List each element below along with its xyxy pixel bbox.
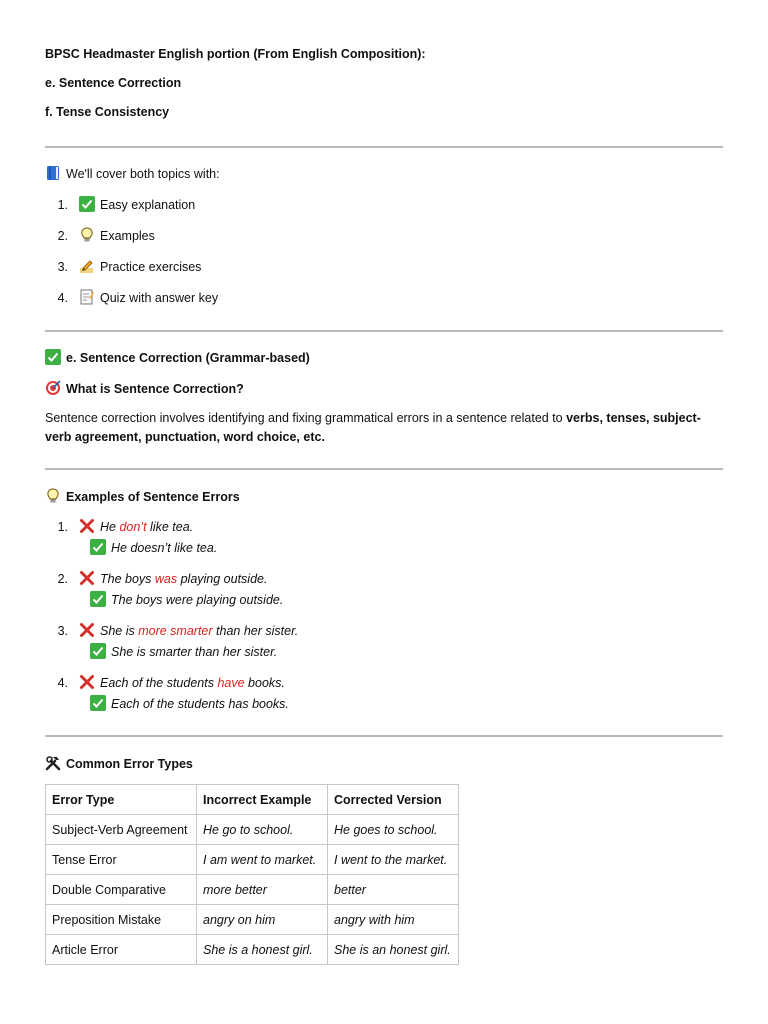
blue-book-icon [45,165,61,181]
cross-mark-icon [79,622,95,638]
list-item-label: Examples [100,229,155,243]
table-row [46,935,459,965]
check-mark-icon [90,695,106,711]
list-item [45,227,155,243]
sentence-text: The boys [100,572,155,586]
divider [45,735,723,737]
section-e-heading [45,349,310,365]
check-mark-icon [79,196,95,212]
check-mark-icon [45,349,61,365]
list-item-label: Easy explanation [100,198,196,212]
table-cell: better [328,875,459,905]
example-right [90,695,289,711]
example-wrong [45,622,298,638]
error-types-heading [45,755,193,771]
divider [45,330,723,332]
topic-f-heading: f. Tense Consistency [45,105,170,119]
table-cell: Double Comparative [46,875,197,905]
list-item [45,289,218,305]
error-types-heading-text: Common Error Types [66,757,193,771]
corrected-sentence: The boys were playing outside. [111,593,284,607]
sentence-text: She is [100,624,139,638]
table-cell: Tense Error [46,845,197,875]
lightbulb-icon [79,227,95,243]
table-row [46,815,459,845]
divider [45,468,723,470]
list-number: 4. [57,291,68,305]
column-header: Corrected Version [328,785,459,815]
example-wrong [45,674,285,690]
list-number: 1. [57,520,68,534]
error-word: don’t [119,520,147,534]
check-mark-icon [90,539,106,555]
table-header-row [46,785,459,815]
table-cell: I went to the market. [328,845,459,875]
description-text: Sentence correction involves identifying and fixing grammatical errors in a sentence related to [45,411,567,425]
question-heading [45,380,244,396]
cross-mark-icon [79,674,95,690]
writing-hand-icon [79,258,95,274]
table-cell: She is an honest girl. [328,935,459,965]
example-right [90,643,277,659]
example-wrong [45,518,193,534]
table-cell: She is a honest girl. [197,935,328,965]
table-cell: I am went to market. [197,845,328,875]
example-right [90,539,217,555]
sentence-text: Each of the students [100,676,218,690]
cover-intro-text: We'll cover both topics with: [66,167,220,181]
list-number: 3. [57,624,68,638]
lightbulb-icon [45,488,61,504]
corrected-sentence: He doesn’t like tea. [111,541,218,555]
cover-intro [45,165,220,181]
table-cell: Article Error [46,935,197,965]
memo-icon [79,289,95,305]
table-row [46,905,459,935]
examples-heading [45,488,240,504]
sentence-text: books. [244,676,285,690]
list-item [45,196,195,212]
column-header: Error Type [46,785,197,815]
check-mark-icon [90,643,106,659]
error-types-table [45,784,459,965]
sentence-text: like tea. [146,520,194,534]
cross-mark-icon [79,518,95,534]
section-e-heading-text: e. Sentence Correction (Grammar-based) [66,351,310,365]
error-word: more smarter [138,624,213,638]
list-number: 2. [57,229,68,243]
list-item-label: Practice exercises [100,260,202,274]
example-wrong [45,570,267,586]
table-cell: angry with him [328,905,459,935]
check-mark-icon [90,591,106,607]
list-item [45,258,201,274]
column-header: Incorrect Example [197,785,328,815]
divider [45,146,723,148]
cross-mark-icon [79,570,95,586]
sentence-text: playing outside. [177,572,268,586]
table-cell: He go to school. [197,815,328,845]
corrected-sentence: Each of the students has books. [111,697,289,711]
list-number: 3. [57,260,68,274]
topic-e-heading: e. Sentence Correction [45,76,182,90]
corrected-sentence: She is smarter than her sister. [111,645,278,659]
target-icon [45,380,61,396]
hammer-wrench-icon [45,755,61,771]
table-cell: Subject-Verb Agreement [46,815,197,845]
sentence-text: than her sister. [212,624,299,638]
list-number: 2. [57,572,68,586]
list-number: 4. [57,676,68,690]
examples-heading-text: Examples of Sentence Errors [66,490,240,504]
description-paragraph [45,409,723,447]
error-word: was [154,572,178,586]
list-number: 1. [57,198,68,212]
sentence-text: He [100,520,120,534]
table-cell: Preposition Mistake [46,905,197,935]
table-cell: more better [197,875,328,905]
error-word: have [217,676,245,690]
table-cell: He goes to school. [328,815,459,845]
description-emphasis: verbs, tenses, subject-verb agreement, punctuation, word choice, etc. [45,411,701,444]
document-title: BPSC Headmaster English portion (From English Composition): [45,47,426,61]
example-right [90,591,283,607]
table-row [46,845,459,875]
question-heading-text: What is Sentence Correction? [66,382,244,396]
table-cell: angry on him [197,905,328,935]
table-row [46,875,459,905]
list-item-label: Quiz with answer key [100,291,219,305]
